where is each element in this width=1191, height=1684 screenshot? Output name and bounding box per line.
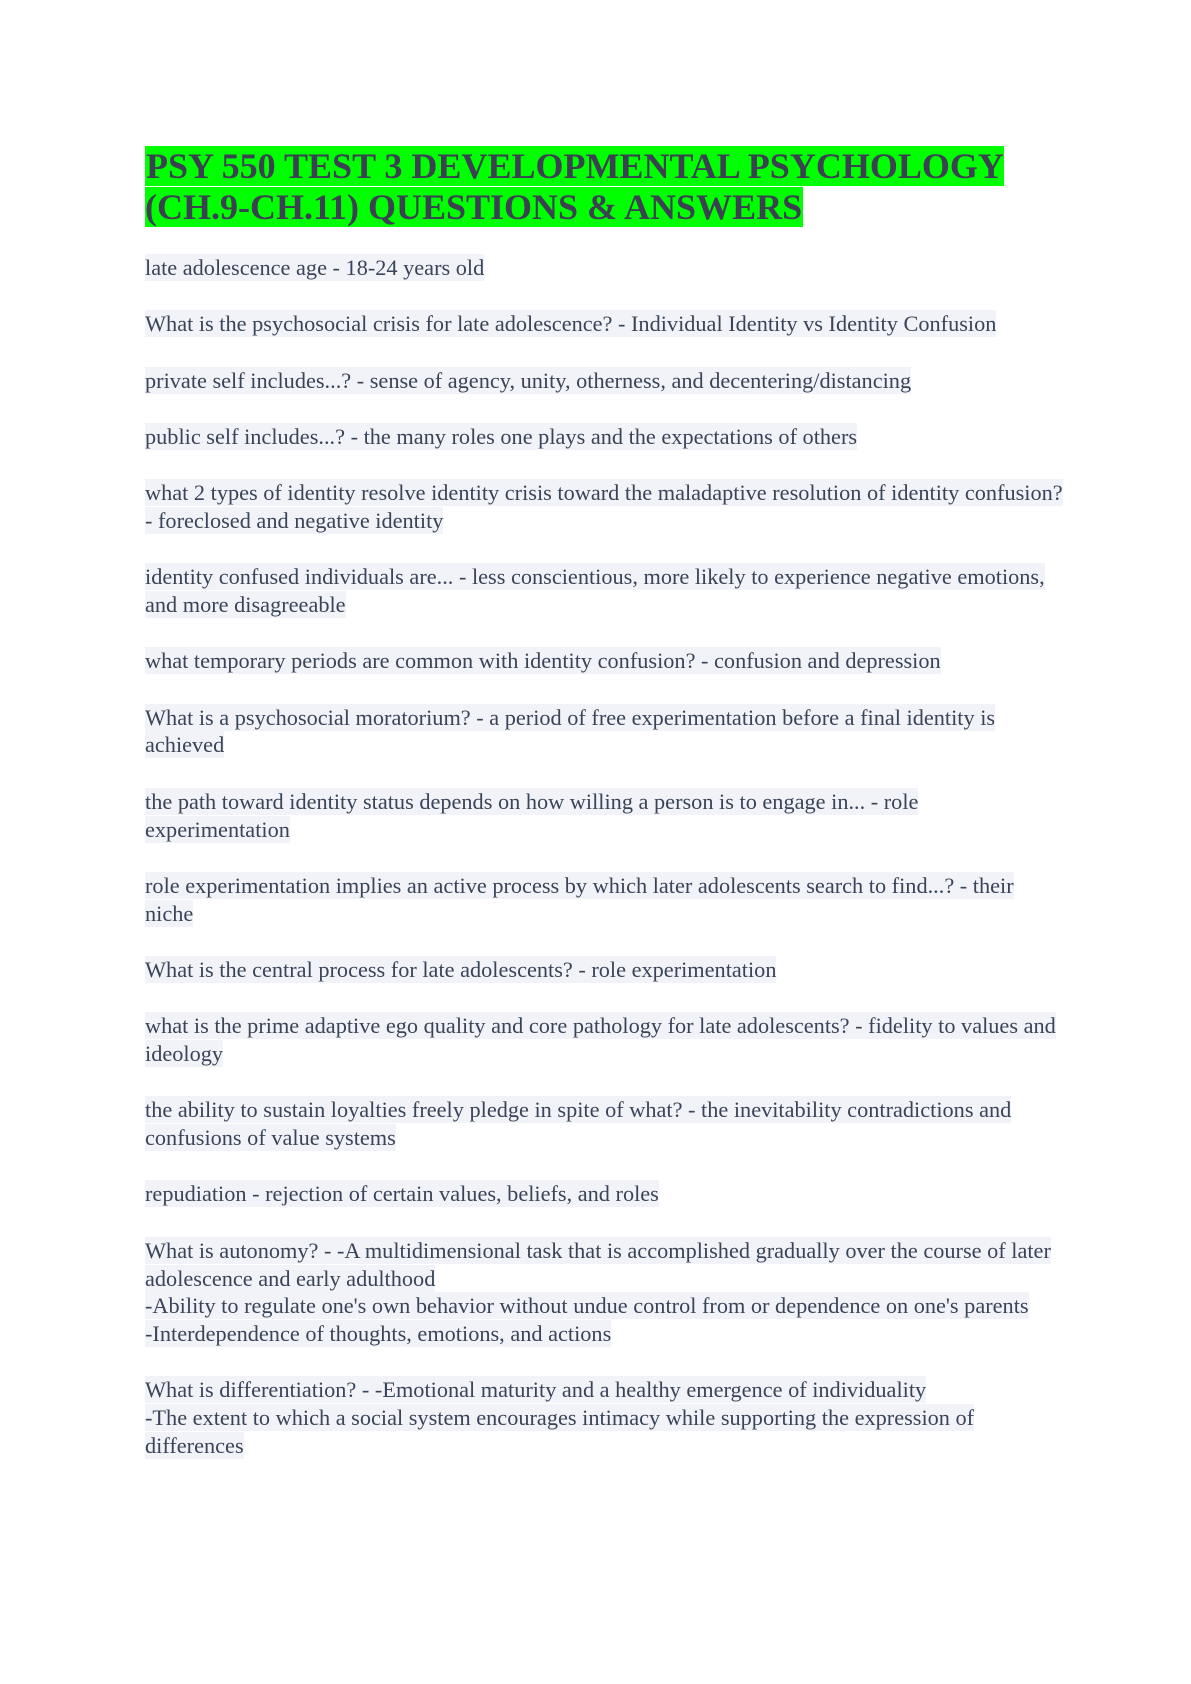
qa-entry — [145, 1180, 1065, 1208]
qa-entry — [145, 956, 1065, 984]
qa-entry-text: private self includes...? - sense of agency, unity, otherness, and decentering/distancing — [145, 367, 912, 393]
document-body — [145, 146, 1065, 1488]
qa-entry — [145, 479, 1065, 535]
qa-entry-text: what temporary periods are common with identity confusion? - confusion and depression — [145, 648, 941, 674]
qa-entry-text: What is differentiation? - -Emotional maturity and a healthy emergence of individuality -The extent to which a social system encourages intimacy while supporting the expression of differences — [145, 1377, 975, 1459]
qa-entry-text: the ability to sustain loyalties freely pledge in spite of what? - the inevitability contradictions and confusions of value systems — [145, 1097, 1012, 1151]
qa-entry — [145, 872, 1065, 928]
qa-entry-text: repudiation - rejection of certain values, beliefs, and roles — [145, 1181, 659, 1207]
qa-entry-text: What is a psychosocial moratorium? - a period of free experimentation before a final identity is achieved — [145, 704, 996, 758]
qa-entry — [145, 1376, 1065, 1459]
document-title — [145, 146, 1065, 228]
qa-entry — [145, 1012, 1065, 1068]
qa-entry-text: What is the psychosocial crisis for late adolescence? - Individual Identity vs Identity Confusion — [145, 311, 997, 337]
qa-entry-text: public self includes...? - the many roles one plays and the expectations of others — [145, 423, 858, 449]
qa-entry-text: what is the prime adaptive ego quality and core pathology for late adolescents? - fidelity to values and ideology — [145, 1013, 1056, 1067]
qa-entry — [145, 563, 1065, 619]
qa-entry — [145, 423, 1065, 451]
qa-entry — [145, 647, 1065, 675]
qa-entry-text: late adolescence age - 18-24 years old — [145, 255, 485, 280]
qa-entry — [145, 310, 1065, 338]
qa-entry-text: What is autonomy? - -A multidimensional task that is accomplished gradually over the course of later adolescence and early adulthood -Ability to regulate one's own behavior without undue control from or dependence on one's parents -Interdependence of thoughts, emotions, and actions — [145, 1237, 1051, 1347]
qa-entry-text: What is the central process for late adolescents? - role experimentation — [145, 956, 777, 982]
qa-entry — [145, 254, 1065, 282]
document-title-text: PSY 550 TEST 3 DEVELOPMENTAL PSYCHOLOGY (CH.9-CH.11) QUESTIONS & ANSWERS — [145, 146, 1004, 227]
qa-entry-text: role experimentation implies an active process by which later adolescents search to find...? - their niche — [145, 872, 1014, 926]
qa-entry — [145, 1237, 1065, 1348]
qa-entry — [145, 367, 1065, 395]
qa-entry — [145, 1096, 1065, 1152]
qa-entry-text: identity confused individuals are... - less conscientious, more likely to experience negative emotions, and more disagreeable — [145, 564, 1045, 618]
qa-entry — [145, 788, 1065, 844]
qa-entry — [145, 704, 1065, 760]
qa-entry-text: what 2 types of identity resolve identity crisis toward the maladaptive resolution of identity confusion? - foreclosed and negative identity — [145, 480, 1063, 533]
qa-entry-text: the path toward identity status depends on how willing a person is to engage in... - role experimentation — [145, 788, 919, 842]
